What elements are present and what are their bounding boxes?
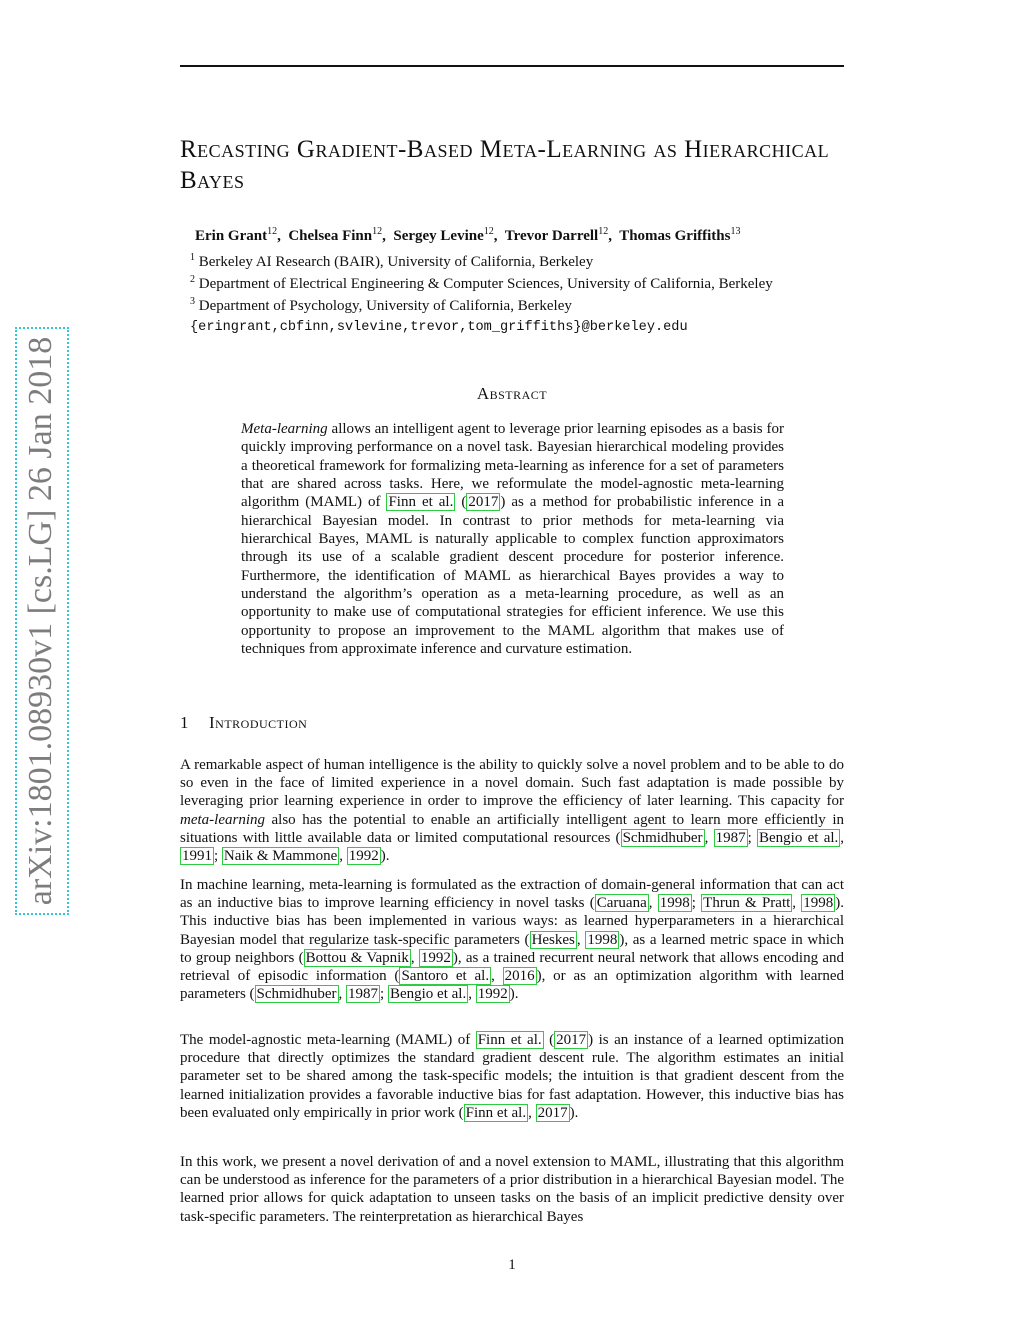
citation-link[interactable]: Heskes: [531, 931, 575, 948]
citation-link[interactable]: Thrun & Pratt: [703, 895, 791, 912]
citation-link[interactable]: 1992: [477, 986, 508, 1003]
author-name: Thomas Griffiths: [619, 228, 731, 244]
citation-link[interactable]: 1998: [587, 931, 618, 948]
section-heading: 1 Introduction: [180, 713, 308, 732]
citation-link[interactable]: 2017: [537, 1104, 568, 1121]
citation-link[interactable]: Caruana: [596, 895, 647, 912]
citation-link[interactable]: 2017: [556, 1032, 587, 1048]
author-name: Sergey Levine: [393, 228, 484, 244]
citation-link[interactable]: 1991: [182, 848, 212, 865]
citation-link[interactable]: 1987: [348, 986, 379, 1003]
citation-link[interactable]: Bottou & Vapnik: [305, 949, 409, 966]
arxiv-identifier[interactable]: arXiv:1801.08930v1 [cs.LG] 26 Jan 2018: [19, 331, 65, 911]
author-name: Trevor Darrell: [504, 228, 599, 244]
affiliation-3: $^3$ Department of Psychology, University of California, Berkeley: [190, 296, 572, 314]
intro-paragraph-1: A remarkable aspect of human intelligence is the ability to quickly solve a novel problem and to be able to do so even in the face of limited experience in a novel domain. Such fast adaptation is made possible by leveraging prior learning experience in order to improve the efficiency of later learning. This capacity for meta-learning also has the potential to enable an artificially intelligent agent to learn more efficiently in situations with little available data or limited computational resources ( Schmidhuber , 1987 ; Bengio et al. , 1991 ; Naik & Mammone , 1992 ).: [180, 757, 845, 865]
affiliation-2: $^2$ Department of Electrical Engineering & Computer Sciences, University of California, Berkeley: [190, 274, 773, 292]
intro-paragraph-3: The model-agnostic meta-learning (MAML) of Finn et al. ( 2017 ) is an instance of a learned optimization procedure that directly optimizes the standard gradient descent rule. The algorithm estimates an initial parameter set to be shared among the task-specific models; the intuition is that gradient descent from the learned initialization provides a favorable inductive bias for fast adaptation. However, this inductive bias has been evaluated only empirically in prior work ( Finn et al. , 2017 ).: [180, 1032, 844, 1121]
abstract-text: Meta-learning allows an intelligent agent to leverage prior learning episodes as a basis for quickly improving performance on a novel task. Bayesian hierarchical modeling provides a theoretical framework for formalizing meta-learning as inference for a set of parameters that are shared across tasks. Here, we reformulate the model-agnostic meta-learning algorithm (MAML) of Finn et al. ( 2017 ) as a method for probabilistic inference in a hierarchical Bayesian model. In contrast to prior methods for meta-learning via hierarchical Bayes, MAML is naturally applicable to complex function approximators through its use of a scalable gradient descent procedure for posterior inference. Furthermore, the identification of MAML as hierarchical Bayes provides a way to understand the algorithm’s operation as a meta-learning procedure, as well as an opportunity to make use of computational strategies for efficient inference. We use this opportunity to propose an improvement to the MAML algorithm that makes use of techniques from approximate inference and curvature estimation.: [241, 421, 784, 658]
citation-link[interactable]: Santoro et al.: [401, 968, 490, 985]
intro-paragraph-4: In this work, we present a novel derivation of and a novel extension to MAML, illustrating that this algorithm can be understood as inference for the parameters of a prior distribution in a hierarchical Bayesian model. The learned prior allows for quick adaptation to unseen tasks on the basis of an implicit predictive density over task-specific parameters. The reinterpretation as hierarchical Bayes: [180, 1154, 844, 1225]
citation-link[interactable]: 1998: [659, 895, 690, 912]
citation-link[interactable]: Finn et al.: [388, 494, 454, 511]
author-emails: {eringrant,cbfinn,svlevine,trevor,tom_griffiths}@berkeley.edu: [190, 320, 688, 335]
citation-link[interactable]: Bengio et al.: [389, 986, 467, 1003]
top-rule: [180, 65, 844, 67]
page-number: 1: [508, 1257, 516, 1273]
citation-link[interactable]: Finn et al.: [465, 1104, 527, 1121]
citation-link[interactable]: 1987: [715, 829, 746, 846]
affiliation-1: $^1$ Berkeley AI Research (BAIR), University of California, Berkeley: [190, 252, 594, 270]
citation-link[interactable]: 1992: [420, 949, 451, 966]
intro-paragraph-2: In machine learning, meta-learning is formulated as the extraction of domain-general information that can act as an inductive bias to improve learning efficiency in novel tasks ( Caruana , 1998 ; Thrun & Pratt , 1998 ). This inductive bias has been implemented in various ways: as learned hyperparameters in a hierarchical Bayesian model that regularize task-specific parameters ( Heskes , 1998 ), as a learned metric space in which to group neighbors ( Bottou & Vapnik , 1992 ), as a trained recurrent neural network that allows encoding and retrieval of episodic information ( Santoro et al. , 2016 ), or as an optimization algorithm with learned parameters ( Schmidhuber , 1987 ; Bengio et al. , 1992 ).: [180, 877, 845, 1003]
paper-title: Recasting Gradient-Based Meta-Learning as Hierarchical Bayes: [180, 136, 830, 194]
author-list: Erin Grant$^{12}$, Chelsea Finn$^{12}$, Sergey Levine$^{12}$, Trevor Darrell$^{12}$, Thomas Griffiths$^{13}$: [195, 226, 741, 244]
citation-link[interactable]: Schmidhuber: [622, 829, 703, 846]
citation-link[interactable]: Finn et al.: [477, 1032, 542, 1048]
citation-link[interactable]: Naik & Mammone: [223, 848, 338, 865]
author-name: Chelsea Finn: [288, 228, 373, 244]
author-name: Erin Grant: [195, 228, 268, 244]
citation-link[interactable]: 1992: [348, 848, 379, 865]
abstract-heading: Abstract: [476, 384, 548, 403]
citation-link[interactable]: 1998: [803, 895, 834, 912]
citation-link[interactable]: Schmidhuber: [256, 986, 337, 1003]
citation-link[interactable]: 2017: [468, 494, 499, 511]
citation-link[interactable]: 2016: [504, 968, 535, 985]
citation-link[interactable]: Bengio et al.: [759, 829, 839, 846]
